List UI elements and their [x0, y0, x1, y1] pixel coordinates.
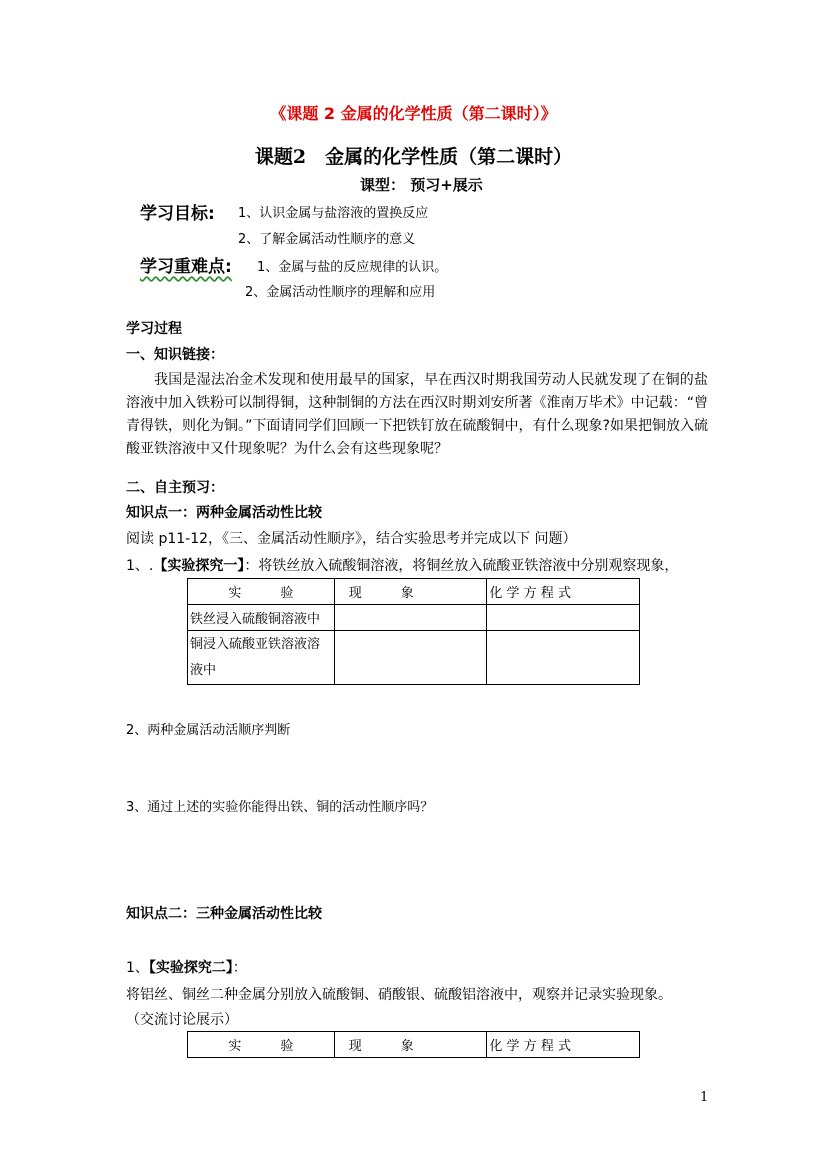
question-2: 2、两种金属活动活顺序判断: [126, 723, 291, 738]
goals-heading: 学习目标:: [140, 204, 215, 224]
table-row: [188, 605, 640, 631]
exp2-text: 将铝丝、铜丝二种金属分别放入硫酸铜、硝酸银、硫酸铝溶液中，观察并记录实验现象。: [126, 987, 672, 1003]
kp1-heading: 知识点一：两种金属活动性比较: [126, 505, 322, 521]
exp2-line: [126, 957, 247, 977]
exp2-label: 【实验探究二】: [148, 960, 233, 976]
exp1-label: 【实验探究一】: [153, 558, 245, 574]
table-cell: [334, 605, 487, 631]
key-point-2: 2、金属活动性顺序的理解和应用: [245, 285, 436, 300]
table2-header-cell: 现 象: [334, 1032, 487, 1058]
exp1-line: [126, 555, 678, 575]
section1-paragraph: 我国是湿法冶金术发现和使用最早的国家，早在西汉时期我国劳动人民就发现了在铜的盐溶液中加入铁粉可以制得铜，这种制铜的方法在西汉时期刘安所著《淮南万毕术》中记载：“曾青得铁，则化为铜。”下面请同学们回顾一下把铁钉放在硫酸铜中，有什么现象?如果把铜放入硫酸亚铁溶液中又什现象呢？为什么会有这些现象呢？: [126, 372, 708, 457]
section1-heading: 一、知识链接：: [126, 347, 224, 363]
reading-line: 阅读 p11-12，《三、金属活动性顺序》，结合实验思考并完成以下 问题）: [126, 531, 577, 547]
table-row: [188, 631, 640, 685]
table-cell: 铜浸入硫酸亚铁溶液溶液中: [188, 631, 335, 685]
table1-header-row: [188, 579, 640, 605]
kp2-heading: 知识点二：三种金属活动性比较: [126, 906, 322, 922]
goal-item-2: 2、了解金属活动性顺序的意义: [238, 232, 416, 247]
question-3: 3、通过上述的实验你能得出铁、铜的活动性顺序吗？: [126, 800, 434, 815]
section2-heading: 二、自主预习：: [126, 480, 224, 496]
exp2-note: （交流讨论展示）: [126, 1012, 238, 1028]
main-title: 课题2 金属的化学性质（第二课时）: [254, 146, 573, 168]
table-cell: [487, 605, 640, 631]
process-heading: 学习过程: [126, 321, 182, 337]
table2-header-cell: 实 验: [188, 1032, 335, 1058]
table1-header-cell: 化 学 方 程 式: [487, 579, 640, 605]
table2-header-cell: 化 学 方 程 式: [487, 1032, 640, 1058]
table1: [187, 578, 640, 685]
exp2-suffix: ：: [232, 960, 247, 976]
table2-header-row: [188, 1032, 640, 1058]
exp1-text: ：将铁丝放入硫酸铜溶液，将铜丝放入硫酸亚铁溶液中分别观察现象，: [244, 558, 679, 574]
table-cell: 铁丝浸入硫酸铜溶液中: [188, 605, 335, 631]
table1-header-cell: 实 验: [188, 579, 335, 605]
red-title: 《课题 2 金属的化学性质（第二课时）》: [270, 104, 557, 123]
goal-item-1: 1、认识金属与盐溶液的置换反应: [238, 206, 429, 221]
page-number: 1: [700, 1090, 709, 1105]
table1-header-cell: 现 象: [334, 579, 487, 605]
table-cell: [487, 631, 640, 685]
lesson-type: 课型： 预习+展示: [360, 176, 483, 194]
table-cell: [334, 631, 487, 685]
exp2-prefix: 1、: [126, 960, 149, 976]
table2: [187, 1031, 640, 1058]
key-point-1: 1、金属与盐的反应规律的认识。: [257, 260, 448, 275]
key-points-heading: 学习重难点:: [140, 257, 232, 277]
exp1-prefix: 1、.: [126, 558, 154, 574]
